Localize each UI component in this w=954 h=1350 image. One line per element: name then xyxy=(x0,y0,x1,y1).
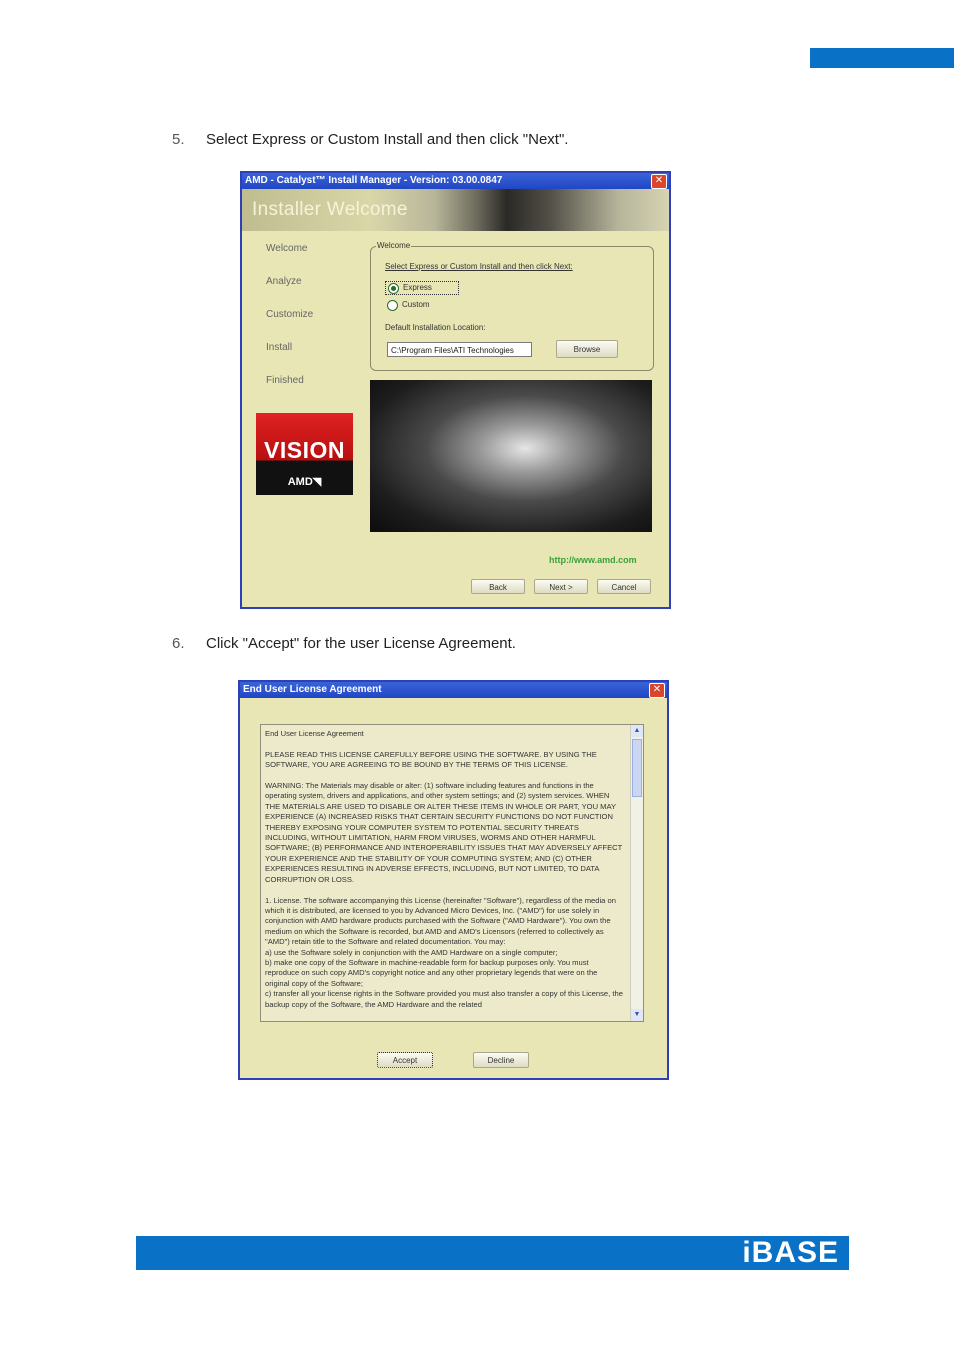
nav-item-welcome: Welcome xyxy=(266,243,308,254)
step-number: 6. xyxy=(172,635,185,652)
express-option[interactable] xyxy=(385,281,459,295)
ibase-logo: iBASE xyxy=(742,1236,839,1269)
nav-item-analyze: Analyze xyxy=(266,276,302,287)
nav-item-install: Install xyxy=(266,342,293,353)
step-5 xyxy=(172,131,772,151)
amd-vision-logo xyxy=(256,413,353,495)
express-radio[interactable] xyxy=(388,283,399,294)
close-icon[interactable]: ✕ xyxy=(649,683,665,698)
license-text: End User License Agreement PLEASE READ THIS LICENSE CAREFULLY BEFORE USING THE SOFTWARE. BY USING THE SOFTWARE, YOU ARE AGREEING TO BE BOUND BY THE TERMS OF THIS LICENSE. WARNING: The Materials may disable or alter: (1) software including features and functions in the operating system, drivers and applications, and other system settings; and (2) system services. WHEN THE MATERIALS ARE USED TO DISABLE OR ALTER THESE ITEMS IN WHOLE OR PART, YOU MAY EXPERIENCE (A) INCREASED RISKS THAT CERTAIN SECURITY FUNCTIONS DO NOT FUNCTION THEREBY EXPOSING YOUR COMPUTER SYSTEM TO POTENTIAL SECURITY THREATS INCLUDING, WITHOUT LIMITATION, HARM FROM VIRUSES, WORMS AND OTHER HARMFUL SOFTWARE; (B) PERFORMANCE AND INTEROPERABILITY ISSUES THAT MAY ADVERSELY AFFECT YOUR EXPERIENCE AND THE STABILITY OF YOUR COMPUTING SYSTEM; AND (C) OTHER EXPERIENCES RESULTING IN ADVERSE EFFECTS, INCLUDING, BUT NOT LIMITED, TO DATA CORRUPTION OR LOSS. 1. License. The software accompanying this License (hereinafter "Software"), regardless of the media on which it is distributed, are licensed to you by Advanced Micro Devices, Inc. ("AMD") for use solely in conjunction with AMD hardware products purchased with the Software ("AMD Hardware"). You own the medium on which the Software is recorded, but AMD and AMD's Licensors (referred to collectively as "AMD") retain title to the Software and related documentation. You may: a) use the Software solely in conjunction with the AMD Hardware on a single computer; b) make one copy of the Software in machine-readable form for backup purposes only. You must reproduce on such copy AMD's copyright notice and any other proprietary legends that were on the original copy of the Software; c) transfer all your license rights in the Software provided you must also transfer a copy of this License, the backup copy of the Software, the AMD Hardware and the related xyxy=(265,729,623,1009)
install-location-input[interactable]: C:\Program Files\ATI Technologies xyxy=(387,342,532,357)
install-instruction: Select Express or Custom Install and then click Next: xyxy=(385,262,573,271)
license-window xyxy=(238,680,669,1080)
step-6 xyxy=(172,635,772,655)
accept-button[interactable]: Accept xyxy=(377,1052,433,1068)
installer-banner xyxy=(242,189,669,231)
next-button[interactable]: Next > xyxy=(534,579,588,594)
close-icon[interactable]: ✕ xyxy=(651,174,667,189)
groupbox-legend: Welcome xyxy=(377,241,411,250)
amd-website-link[interactable]: http://www.amd.com xyxy=(549,555,637,565)
installer-titlebar xyxy=(242,173,669,189)
license-titlebar xyxy=(240,682,667,698)
custom-label: Custom xyxy=(402,300,430,309)
browse-button[interactable]: Browse xyxy=(556,340,618,358)
decline-button[interactable]: Decline xyxy=(473,1052,529,1068)
express-label: Express xyxy=(403,283,432,292)
step-text: Click "Accept" for the user License Agreement. xyxy=(206,635,516,652)
nav-item-customize: Customize xyxy=(266,309,314,320)
scroll-up-icon[interactable]: ▲ xyxy=(631,725,643,737)
custom-radio[interactable] xyxy=(387,300,398,311)
back-button[interactable]: Back xyxy=(471,579,525,594)
scroll-thumb[interactable] xyxy=(632,739,642,797)
step-text: Select Express or Custom Install and then click "Next". xyxy=(206,131,569,148)
nav-item-finished: Finished xyxy=(266,375,304,386)
banner-title: Installer Welcome xyxy=(252,199,408,220)
installer-window xyxy=(240,171,671,609)
installer-artwork xyxy=(370,380,652,532)
welcome-groupbox xyxy=(370,241,654,371)
license-text-area[interactable] xyxy=(260,724,644,1022)
location-label: Default Installation Location: xyxy=(385,323,486,332)
step-number: 5. xyxy=(172,131,185,148)
footer-bar xyxy=(136,1236,849,1270)
logo-sub-text: AMD◥ xyxy=(287,476,322,488)
scroll-down-icon[interactable]: ▼ xyxy=(631,1009,643,1021)
installer-title: AMD - Catalyst™ Install Manager - Version: 03.00.0847 xyxy=(245,175,503,186)
license-scrollbar[interactable] xyxy=(630,725,643,1021)
custom-option[interactable] xyxy=(385,299,457,311)
logo-main-text: VISION xyxy=(264,437,345,463)
header-accent-bar xyxy=(810,48,954,68)
cancel-button[interactable]: Cancel xyxy=(597,579,651,594)
license-title: End User License Agreement xyxy=(243,684,382,695)
